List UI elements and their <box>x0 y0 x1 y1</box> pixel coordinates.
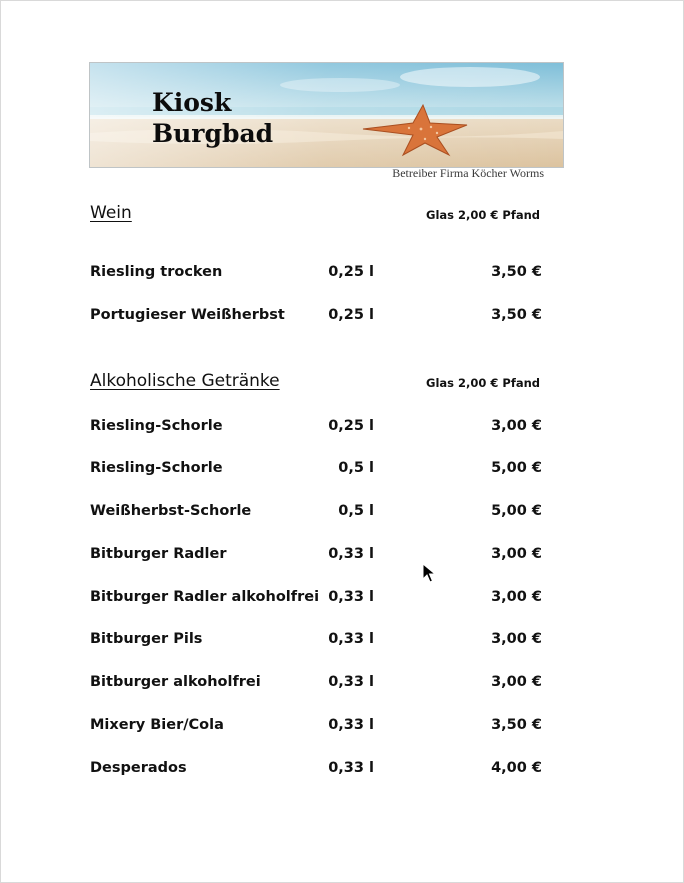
kiosk-title-line1: Kiosk <box>152 88 232 117</box>
section-title-wein: Wein <box>90 203 132 223</box>
item-size: 0,25 l <box>328 418 374 434</box>
item-name: Weißherbst-Schorle <box>90 503 252 519</box>
item-size: 0,33 l <box>328 589 374 605</box>
kiosk-title <box>152 87 273 149</box>
item-size: 0,5 l <box>338 460 374 476</box>
menu-item <box>90 717 542 739</box>
section-note-wein: Glas 2,00 € Pfand <box>426 208 540 222</box>
item-price: 3,00 € <box>491 589 542 605</box>
item-name: Mixery Bier/Cola <box>90 717 224 733</box>
menu-item <box>90 546 542 568</box>
item-price: 3,00 € <box>491 418 542 434</box>
item-price: 5,00 € <box>491 503 542 519</box>
item-name: Desperados <box>90 760 187 776</box>
item-size: 0,25 l <box>328 307 374 323</box>
section-note-alkoholische-getraenke: Glas 2,00 € Pfand <box>426 376 540 390</box>
menu-item <box>90 503 542 525</box>
item-price: 3,50 € <box>491 717 542 733</box>
item-name: Bitburger alkoholfrei <box>90 674 261 690</box>
item-price: 4,00 € <box>491 760 542 776</box>
item-price: 3,50 € <box>491 307 542 323</box>
item-size: 0,33 l <box>328 760 374 776</box>
item-name: Riesling-Schorle <box>90 460 223 476</box>
header-banner <box>89 62 564 168</box>
item-price: 5,00 € <box>491 460 542 476</box>
menu-item <box>90 307 542 329</box>
item-size: 0,33 l <box>328 717 374 733</box>
section-title-alkoholische-getraenke: Alkoholische Getränke <box>90 371 280 391</box>
item-name: Bitburger Radler <box>90 546 227 562</box>
menu-item <box>90 631 542 653</box>
item-size: 0,33 l <box>328 546 374 562</box>
menu-item <box>90 264 542 286</box>
menu-item <box>90 589 542 611</box>
item-size: 0,25 l <box>328 264 374 280</box>
item-name: Riesling trocken <box>90 264 223 280</box>
menu-item <box>90 418 542 440</box>
item-name: Riesling-Schorle <box>90 418 223 434</box>
item-size: 0,5 l <box>338 503 374 519</box>
item-name: Bitburger Pils <box>90 631 203 647</box>
item-size: 0,33 l <box>328 631 374 647</box>
mouse-cursor-icon <box>422 563 436 583</box>
menu-item <box>90 760 542 782</box>
item-name: Portugieser Weißherbst <box>90 307 285 323</box>
item-price: 3,00 € <box>491 674 542 690</box>
kiosk-title-line2: Burgbad <box>152 119 274 148</box>
item-size: 0,33 l <box>328 674 374 690</box>
item-name: Bitburger Radler alkoholfrei <box>90 589 320 605</box>
operator-note: Betreiber Firma Köcher Worms <box>392 166 544 180</box>
item-price: 3,00 € <box>491 631 542 647</box>
item-price: 3,50 € <box>491 264 542 280</box>
menu-item <box>90 460 542 482</box>
menu-item <box>90 674 542 696</box>
item-price: 3,00 € <box>491 546 542 562</box>
